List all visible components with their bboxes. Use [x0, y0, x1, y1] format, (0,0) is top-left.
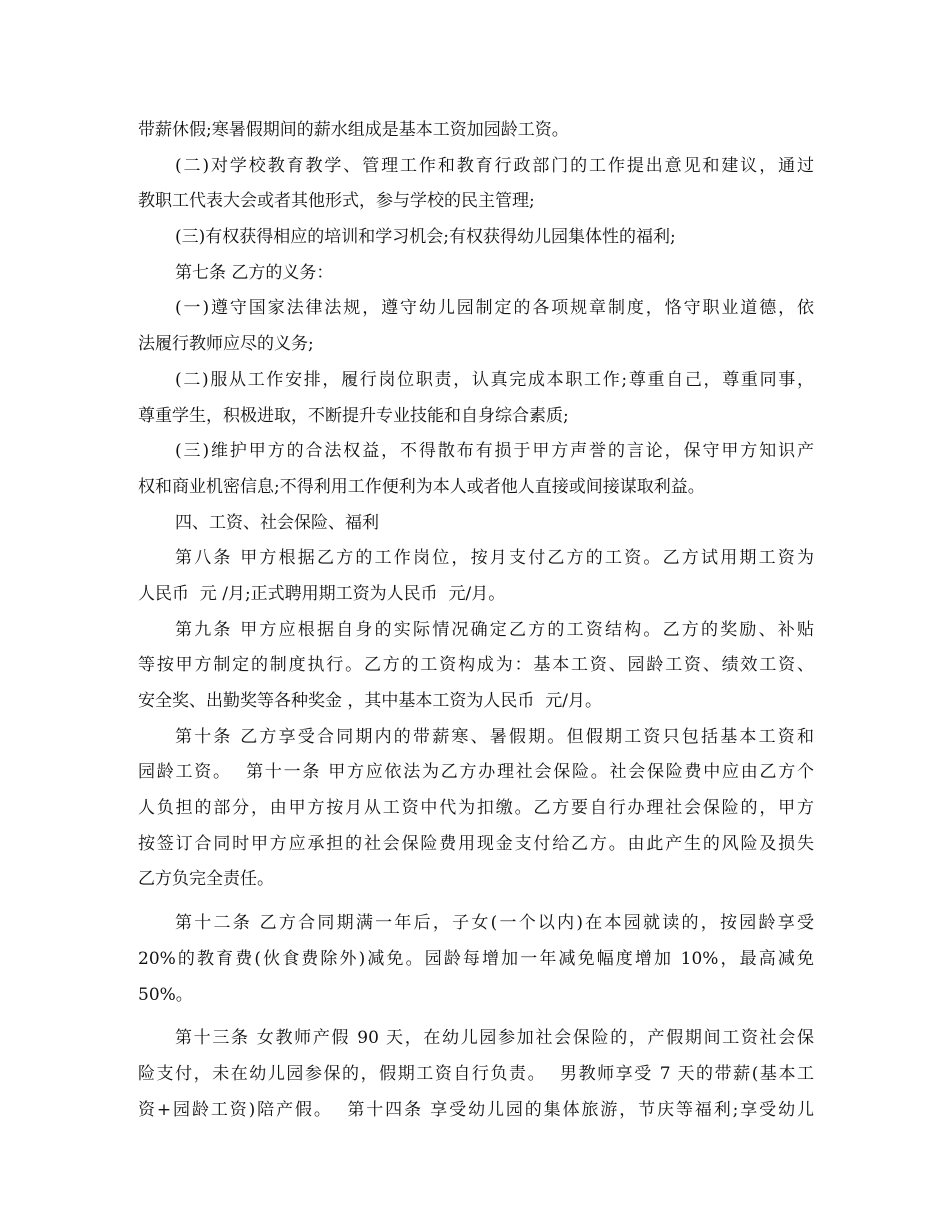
- text-line: 带薪休假;寒暑假期间的薪水组成是基本工资加园龄工资。: [138, 120, 569, 140]
- text-line: 乙方负完全责任。: [138, 869, 274, 890]
- text-line: 第九条 甲方应根据自身的实际情况确定乙方的工资结构。乙方的奖励、补贴: [175, 619, 814, 640]
- text-line: 第十条 乙方享受合同期内的带薪寒、暑假期。但假期工资只包括基本工资和: [175, 726, 814, 747]
- text-line: 资+园龄工资)陪产假。 第十四条 享受幼儿园的集体旅游，节庆等福利;享受幼儿: [138, 1099, 814, 1120]
- paragraph-gap: [138, 898, 814, 906]
- text-line: (二)对学校教育教学、管理工作和教育行政部门的工作提出意见和建议，通过: [175, 155, 814, 176]
- text-line: 安全奖、出勤奖等各种奖金 ，其中基本工资为人民币 元/月。: [138, 691, 602, 711]
- section-heading: 四、工资、社会保险、福利: [175, 512, 379, 533]
- text-line: 20%的教育费(伙食费除外)减免。园龄每增加一年减免幅度增加 10%，最高减免: [138, 948, 814, 969]
- text-line: 第十三条 女教师产假 90 天，在幼儿园参加社会保险的，产假期间工资社会保: [175, 1028, 814, 1049]
- text-line: 人负担的部分，由甲方按月从工资中代为扣缴。乙方要自行办理社会保险的，甲方: [138, 798, 814, 819]
- text-line: 园龄工资。 第十一条 甲方应依法为乙方办理社会保险。社会保险费中应由乙方个: [138, 762, 814, 783]
- text-line: (三)有权获得相应的培训和学习机会;有权获得幼儿园集体性的福利;: [175, 227, 676, 248]
- text-line: 险支付，未在幼儿园参保的，假期工资自行负责。 男教师享受 7 天的带薪(基本工: [138, 1063, 814, 1084]
- text-line: (二)服从工作安排，履行岗位职责，认真完成本职工作;尊重自己，尊重同事，: [175, 369, 814, 390]
- text-line: 50%。: [138, 984, 193, 1005]
- text-line: 按签订合同时甲方应承担的社会保险费用现金支付给乙方。由此产生的风险及损失: [138, 833, 814, 854]
- section-heading: 第七条 乙方的义务：: [175, 262, 334, 283]
- text-line: 人民币 元 /月;正式聘用期工资为人民币 元/月。: [138, 583, 506, 604]
- text-line: (三)维护甲方的合法权益，不得散布有损于甲方声誉的言论，保守甲方知识产: [175, 441, 814, 462]
- paragraph-gap: [138, 1013, 814, 1021]
- text-line: 法履行教师应尽的义务;: [138, 334, 314, 355]
- text-line: 第八条 甲方根据乙方的工作岗位，按月支付乙方的工资。乙方试用期工资为: [175, 548, 814, 569]
- document-body: [138, 113, 814, 1128]
- text-line: 等按甲方制定的制度执行。乙方的工资构成为：基本工资、园龄工资、绩效工资、: [138, 655, 814, 676]
- text-line: (一)遵守国家法律法规，遵守幼儿园制定的各项规章制度，恪守职业道德，依: [175, 298, 814, 319]
- text-line: 第十二条 乙方合同期满一年后，子女(一个以内)在本园就读的，按园龄享受: [175, 913, 814, 934]
- text-line: 尊重学生，积极进取，不断提升专业技能和自身综合素质;: [138, 405, 569, 426]
- text-line: 教职工代表大会或者其他形式，参与学校的民主管理;: [138, 191, 535, 212]
- text-line: 权和商业机密信息;不得利用工作便利为本人或者他人直接或间接谋取利益。: [138, 476, 705, 497]
